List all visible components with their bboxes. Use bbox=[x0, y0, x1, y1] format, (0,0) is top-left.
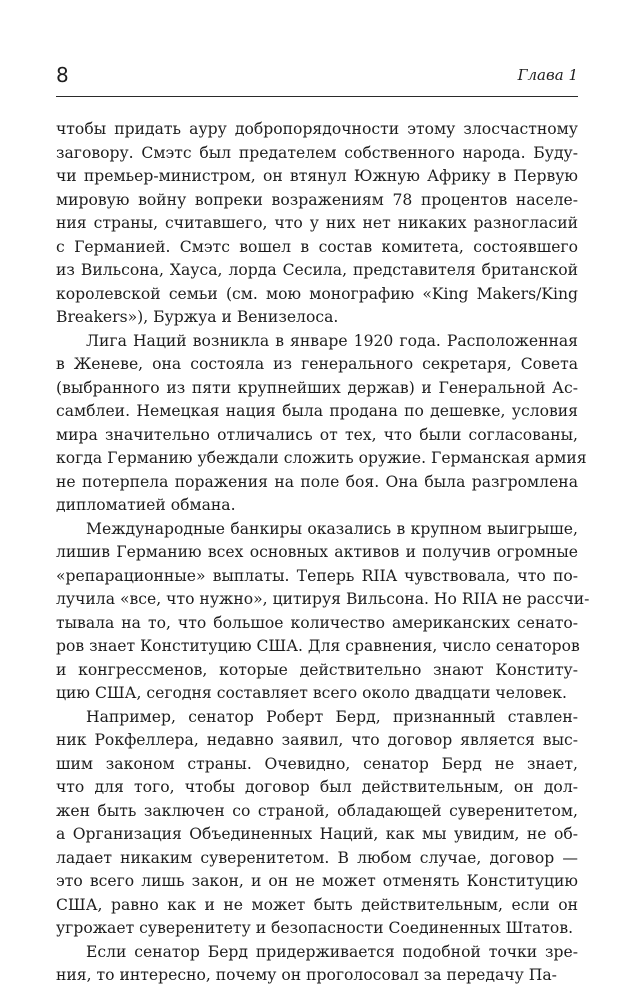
text-line: это всего лишь закон, и он не может отменять Конституцию bbox=[56, 872, 578, 890]
text-line: шим законом страны. Очевидно, сенатор Берд не знает, bbox=[56, 754, 578, 773]
text-line: чи премьер-министром, он втянул Южную Африку в Первую bbox=[56, 167, 578, 185]
text-line: лишив Германию всех основных активов и получив огромные bbox=[56, 543, 578, 561]
text-line: «репарационные» выплаты. Теперь RIIA чувствовала, что по- bbox=[56, 566, 578, 585]
text-line: ник Рокфеллера, недавно заявил, что договор является выс- bbox=[56, 731, 578, 749]
text-line: ния, то интересно, почему он проголосовал за передачу Па- bbox=[56, 966, 557, 984]
text-line: заговору. Смэтс был предателем собственного народа. Буду- bbox=[56, 143, 578, 162]
body-text bbox=[56, 118, 590, 988]
paragraph bbox=[56, 518, 590, 706]
text-line: дипломатией обмана. bbox=[56, 496, 236, 514]
text-line: цию США, сегодня составляет всего около двадцати человек. bbox=[56, 684, 567, 702]
paragraph bbox=[56, 330, 587, 518]
text-line: лучила «все, что нужно», цитируя Вильсона. Но RIIA не рассчи- bbox=[56, 590, 590, 608]
text-line: США, равно как и не может быть действительным, если он bbox=[56, 895, 578, 914]
text-line: мира значительно отличались от тех, что были согласованы, bbox=[56, 425, 578, 444]
text-line: Если сенатор Берд придерживается подобной точки зре- bbox=[86, 942, 578, 961]
text-line: а Организация Объединенных Наций, как мы увидим, не об- bbox=[56, 825, 578, 843]
page-number: 8 bbox=[56, 63, 69, 87]
text-line: в Женеве, она состояла из генерального секретаря, Совета bbox=[56, 355, 578, 373]
text-line: с Германией. Смэтс вошел в состав комитета, состоявшего bbox=[56, 237, 578, 256]
text-line: из Вильсона, Хауса, лорда Сесила, представителя британской bbox=[56, 261, 578, 279]
text-line: чтобы придать ауру добропорядочности этому злосчастному bbox=[56, 120, 578, 138]
paragraph bbox=[56, 118, 578, 330]
header-rule bbox=[56, 96, 578, 97]
text-line: и конгрессменов, которые действительно знают Конститу- bbox=[56, 660, 578, 679]
text-line: Например, сенатор Роберт Берд, признанный ставлен- bbox=[86, 707, 578, 726]
paragraph bbox=[56, 706, 578, 941]
text-line: Международные банкиры оказались в крупном выигрыше, bbox=[86, 519, 578, 538]
text-line: королевской семьи (см. мою монографию «King Makers/King bbox=[56, 284, 578, 303]
paragraph bbox=[56, 941, 578, 988]
text-line: ладает никаким суверенитетом. В любом случае, договор — bbox=[56, 848, 578, 867]
text-line: угрожает суверенитету и безопасности Соединенных Штатов. bbox=[56, 919, 574, 937]
text-line: ния страны, считавшего, что у них нет никаких разногласий bbox=[56, 214, 578, 232]
text-line: жен быть заключен со страной, обладающей суверенитетом, bbox=[56, 801, 578, 820]
text-line: что для того, чтобы договор был действительным, он дол- bbox=[56, 778, 578, 796]
text-line: когда Германию убеждали сложить оружие. Германская армия bbox=[56, 449, 587, 467]
text-line: не потерпела поражения на поле боя. Она была разгромлена bbox=[56, 472, 578, 491]
text-line: (выбранного из пяти крупнейших держав) и Генеральной Ас- bbox=[56, 378, 578, 397]
running-head: Глава 1 bbox=[517, 66, 578, 84]
text-line: ров знает Конституцию США. Для сравнения, число сенаторов bbox=[56, 637, 580, 655]
text-line: мировую войну вопреки возражениям 78 процентов населе- bbox=[56, 190, 578, 209]
text-line: Лига Наций возникла в январе 1920 года. Расположенная bbox=[86, 331, 578, 350]
text-line: тывала на то, что большое количество американских сенато- bbox=[56, 613, 578, 632]
text-line: Breakers»), Буржуа и Венизелоса. bbox=[56, 308, 339, 326]
text-line: самблеи. Немецкая нация была продана по дешевке, условия bbox=[56, 402, 578, 420]
page-header bbox=[56, 62, 578, 92]
